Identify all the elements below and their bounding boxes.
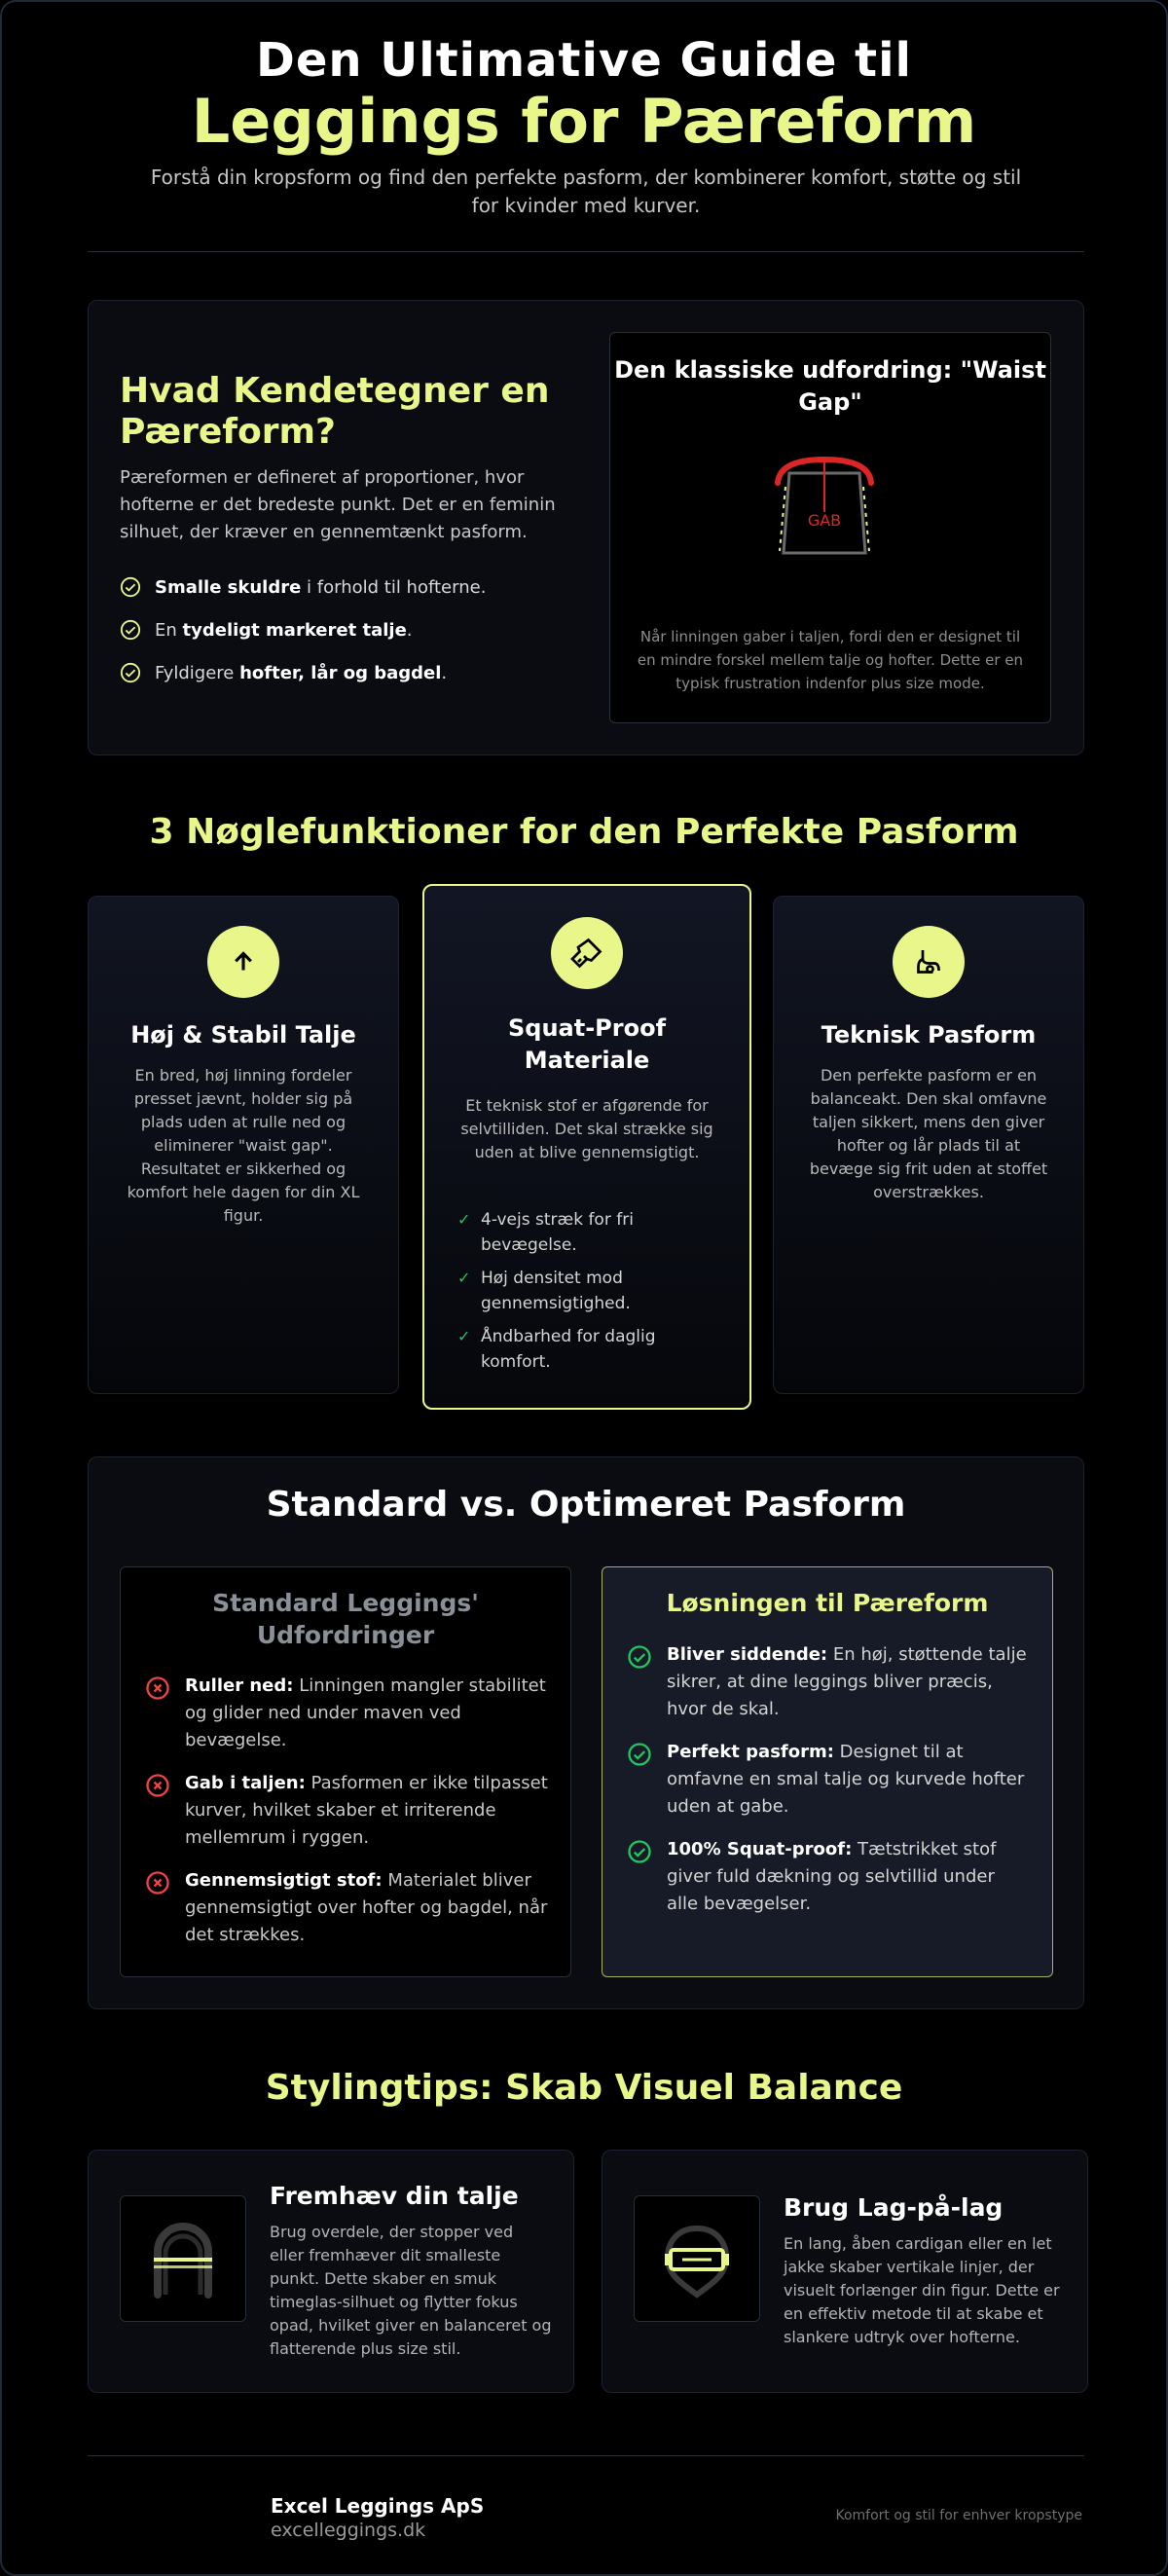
body-shape-card xyxy=(88,300,1084,755)
solution-item: Perfekt pasform: Designet til at omfavne en smal talje og kurvede hofter uden at gabe. xyxy=(626,1739,1031,1821)
tip-card-layers xyxy=(602,2150,1088,2393)
check-circle-icon xyxy=(120,576,141,598)
body-fit-icon xyxy=(893,926,965,998)
check-circle-icon xyxy=(626,1741,653,1768)
body-shape-title: Hvad Kendetegner en Pæreform? xyxy=(120,371,550,452)
body-shape-description: Pæreformen er defineret af proportioner, hvor hofterne er det bredeste punkt. Det er en feminin silhuet, der kræver en gennemtænkt pasform. xyxy=(120,467,556,542)
check-icon: ✓ xyxy=(457,1327,471,1345)
trait-text: Smalle skuldre i forhold til hofterne. xyxy=(155,576,487,598)
features-heading: 3 Nøglefunktioner for den Perfekte Pasform xyxy=(149,812,1019,852)
waist-gap-illustration xyxy=(772,456,889,563)
hero-subtitle: Forstå din kropsform og find den perfekte pasform, der kombinerer komfort, støtte og stil for kvinder med kurver. xyxy=(150,166,1022,217)
tip-description: En lang, åben cardigan eller en let jakke skaber vertikale linjer, der visuelt forlænger din figur. Dette er en effektiv metode til at skabe et slankere udtryk over hofterne. xyxy=(784,2234,1060,2346)
check-circle-icon xyxy=(120,662,141,683)
footer-website[interactable]: excelleggings.dk xyxy=(271,2520,426,2541)
solution-panel xyxy=(602,1566,1053,1977)
feature-description: En bred, høj linning fordeler presset jævnt, holder sig på plads uden at rulle ned og eliminerer "waist gap". Resultatet er sikkerhed og komfort hele dagen for din XL figur. xyxy=(127,1066,360,1225)
x-circle-icon xyxy=(144,1869,171,1896)
solution-item: 100% Squat-proof: Tætstrikket stof giver fuld dækning og selvtillid under alle bevægelser. xyxy=(626,1836,1031,1918)
tip-title: Fremhæv din talje xyxy=(270,2182,519,2210)
standard-title: Standard Leggings' Udfordringer xyxy=(212,1589,479,1649)
feature-bullet: ✓ Høj densitet mod gennemsigtighed. xyxy=(457,1266,722,1316)
trait-text: Fyldigere hofter, lår og bagdel. xyxy=(155,662,448,683)
standard-list xyxy=(144,1673,549,1965)
standard-item: Gab i taljen: Pasformen er ikke tilpasset kurver, hvilket skaber et irriterende mellemrum i ryggen. xyxy=(144,1770,549,1852)
feature-bullet-list xyxy=(457,1207,722,1382)
waist-gap-description: Når linningen gaber i taljen, fordi den er designet til en mindre forskel mellem talje og hofter. Dette er en typisk frustration indenfor plus size mode. xyxy=(637,628,1024,692)
feature-card-fit xyxy=(773,896,1084,1394)
trait-item xyxy=(120,651,577,694)
feature-bullet: ✓ Åndbarhed for daglig komfort. xyxy=(457,1324,722,1375)
standard-item: Gennemsigtigt stof: Materialet bliver gennemsigtigt over hofter og bagdel, når det strækkes. xyxy=(144,1867,549,1949)
trait-item xyxy=(120,566,577,608)
trait-text: En tydeligt markeret talje. xyxy=(155,619,413,641)
check-circle-icon xyxy=(626,1643,653,1671)
x-circle-icon xyxy=(144,1674,171,1702)
divider xyxy=(88,251,1084,252)
tip-card-waist xyxy=(88,2150,574,2393)
waist-belt-icon xyxy=(120,2195,246,2322)
hero-title-line1: Den Ultimative Guide til xyxy=(256,33,912,88)
hero-title-line2: Leggings for Pæreform xyxy=(191,86,977,157)
feature-bullet: ✓ 4-vejs stræk for fri bevægelse. xyxy=(457,1207,722,1258)
feature-card-waist xyxy=(88,896,399,1394)
comparison-card xyxy=(88,1456,1084,2009)
feature-title: Høj & Stabil Talje xyxy=(130,1021,356,1049)
styling-heading: Stylingtips: Skab Visuel Balance xyxy=(265,2068,903,2108)
feature-description: Den perfekte pasform er en balanceakt. Den skal omfavne taljen sikkert, mens den giver hofter og lår plads til at bevæge sig frit uden at stoffet overstrækkes. xyxy=(809,1066,1048,1201)
check-icon: ✓ xyxy=(457,1269,471,1287)
standard-item: Ruller ned: Linningen mangler stabilitet og glider ned under maven ved bevægelse. xyxy=(144,1673,549,1754)
comparison-title: Standard vs. Optimeret Pasform xyxy=(266,1485,906,1525)
trait-list xyxy=(120,566,577,694)
feature-card-squat-proof xyxy=(422,884,751,1410)
fabric-icon xyxy=(551,917,623,989)
check-circle-icon xyxy=(120,619,141,641)
layers-icon xyxy=(634,2195,760,2322)
feature-title: Teknisk Pasform xyxy=(821,1021,1037,1049)
standard-panel xyxy=(120,1566,571,1977)
footer-tagline: Komfort og stil for enhver kropstype xyxy=(835,2508,1082,2523)
gap-label: GAB xyxy=(807,511,842,530)
solution-item: Bliver siddende: En høj, støttende talje sikrer, at dine leggings bliver præcis, hvor de skal. xyxy=(626,1641,1031,1723)
x-circle-icon xyxy=(144,1772,171,1799)
feature-description: Et teknisk stof er afgørende for selvtilliden. Det skal strække sig uden at blive gennemsigtigt. xyxy=(460,1096,713,1161)
check-icon: ✓ xyxy=(457,1210,471,1229)
solution-list xyxy=(626,1641,1031,1933)
waist-gap-panel xyxy=(609,332,1051,723)
waist-gap-title: Den klassiske udfordring: "Waist Gap" xyxy=(614,356,1046,416)
divider xyxy=(88,2455,1084,2456)
feature-title: Squat-Proof Materiale xyxy=(507,1014,667,1074)
check-circle-icon xyxy=(626,1838,653,1865)
tip-title: Brug Lag-på-lag xyxy=(784,2193,1004,2222)
footer-company: Excel Leggings ApS xyxy=(271,2494,485,2518)
solution-title: Løsningen til Pæreform xyxy=(666,1589,989,1617)
arrow-up-icon xyxy=(207,926,279,998)
trait-item xyxy=(120,608,577,651)
tip-description: Brug overdele, der stopper ved eller fremhæver dit smalleste punkt. Dette skaber en smuk timeglas-silhuet og flytter fokus opad, hvilket giver en balanceret og flatterende plus size stil. xyxy=(270,2223,552,2358)
